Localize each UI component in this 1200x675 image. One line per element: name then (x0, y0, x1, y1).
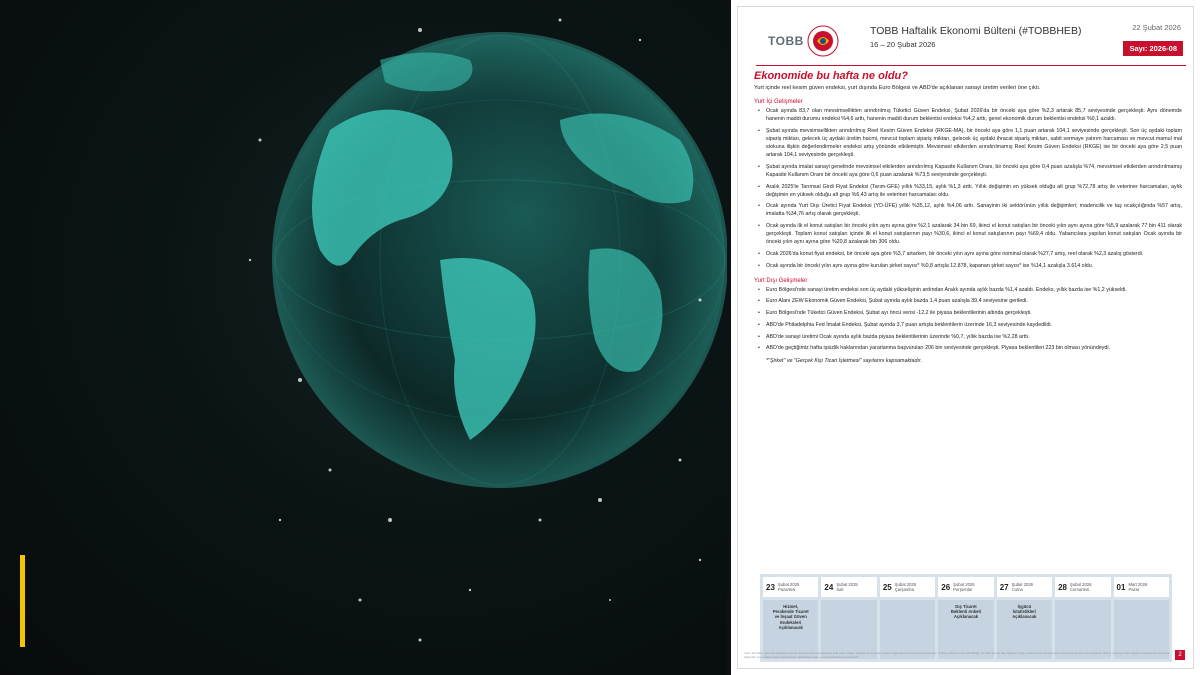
calendar-day (880, 577, 935, 659)
calendar-day-label (1128, 582, 1147, 592)
calendar-day-number: 25 (882, 582, 892, 592)
calendar-event: Hizmet, Perakende Ticaret ve İnşaat Güven Endeksleri Açıklanacak (772, 604, 809, 630)
calendar-month: Şubat 2026 (1070, 582, 1092, 587)
calendar-weekday: Salı (836, 587, 844, 592)
calendar-day-body (1055, 600, 1110, 659)
calendar-day (938, 577, 993, 659)
calendar-day-header (1114, 577, 1169, 597)
list-item: • Euro Bölgesi'nde sanayi üretim endeksi son üç aydaki yükselişinin ardından Aralık ayında aylık bazda %1,4 azaldı. Endeks, yıllık bazda ise %1,2 yükseldi. (766, 286, 1182, 294)
calendar-day-header (938, 577, 993, 597)
calendar-weekday: Cumartesi (1070, 587, 1090, 592)
foreign-section-title: Yurt Dışı Gelişmeler (754, 277, 808, 284)
tobb-logo (768, 25, 839, 57)
calendar-day (1114, 577, 1169, 659)
calendar-day-number: 27 (999, 582, 1009, 592)
bulletin-week-range: 16 – 20 Şubat 2026 (870, 40, 936, 49)
foreign-list (754, 286, 1182, 353)
list-item: • Şubat ayında imalat sanayi genelinde mevsimsel etkilerden arındırılmış Kapasite Kullanım Oranı, bir önceki aya göre 0,4 puan azalışla %74, mevsimsel etkilerden arındırılmamış Kapasite Kullanım Oranı bir önceki aya göre 0,6 puan azalarak %73,5 seviyesinde gerçekleşti. (766, 163, 1182, 179)
calendar-month: Şubat 2026 (1011, 582, 1034, 587)
calendar-event: Dış Ticaret Beklenti Anketi Açıklanacak (950, 604, 982, 620)
calendar-day-body (1114, 600, 1169, 659)
list-item: • ABD'de sanayi üretimi Ocak ayında aylık bazda piyasa beklentilerinin üzerinde %0,7, yıllık bazda ise %2,28 arttı. (766, 333, 1182, 341)
list-item: • Euro Bölgesi'nde Tüketici Güven Endeksi, Şubat ayı öncü verisi -12,2 ile piyasa beklentilerinin altında gerçekleşti. (766, 309, 1182, 317)
calendar-day-number: 28 (1058, 582, 1068, 592)
list-item: • Şubat ayında mevsimsellikten arındırılmış Reel Kesim Güven Endeksi (RKGE-MA), bir önceki aya göre 1,1 puan artarak 104,1 seviyesinde gerçekleşti. Son üç aydaki toplam sipariş miktarı, gelecek üç aydaki üretim hacmi, mevcut toplam sipariş miktarı, gelecek üç aydaki ihracat sipariş miktarı, sabit sermaye yatırım harcaması ve mevcut mamul mal stokuna ilişkin değerlendirmeler endeksi artış yönünde etkilemiştir. Mevsimsel etkilerden arındırılmamış Reel Kesim Güven Endeksi (RKGE) ise bir önceki aya göre 2,5 puan artarak 104,1 seviyesinde gerçekleşti. (766, 127, 1182, 159)
disclaimer-text: Uyarı: Bu bülten güvenilir olduğuna inanılan kamuya açık kaynaklardan elde edilen bilgiler kullanılmak suretiyle sadece bilgilendirme amacıyla hazırlanmıştır. Türkiye Odalar ve Borsalar Birliği, bu bültende yer alan bilgilerin doğru ve tam olması konusunda herhangi bir garanti vermemektedir. Bülten içinde yer alan bilgilerin kullanılması nedeniyle doğrudan veya dolaylı olarak oluşabilecek zararlardan dolayı sorumluluk kabul etmemektedir. (744, 651, 1170, 659)
list-item: • Ocak ayında Yurt Dışı Üretici Fiyat Endeksi (YD-ÜFE) yıllık %35,12, aylık %4,06 arttı. Sanayinin iki sektörünün yıllık değişimleri; madencilik ve taş ocakçılığında %57 artış, imalatta %34,76 artış olarak gerçekleşti. (766, 202, 1182, 218)
calendar-day-number: 23 (766, 582, 775, 592)
calendar-day-label (895, 582, 916, 592)
calendar-day-body (938, 600, 993, 659)
bulletin-title: TOBB Haftalık Ekonomi Bülteni (#TOBBHEB) (870, 25, 1082, 37)
calendar-month: Şubat 2025 (894, 582, 917, 587)
page-border (737, 6, 1194, 669)
calendar-day-body (821, 600, 876, 659)
calendar-day (763, 577, 818, 659)
logo-text: TOBB (768, 34, 804, 48)
bulletin-header (738, 7, 1193, 69)
list-item: • ABD'de Philadelphia Fed İmalat Endeksi, Şubat ayında 3,7 puan artışla beklentilerin üzerinde 16,3 seviyesinde kaydedildi. (766, 321, 1182, 329)
list-item: • Ocak ayında bir önceki yılın aynı ayına göre kurulan şirket sayısı* %0,8 artışla 12.878, kapanan şirket sayısı* ise %14,1 azalışla 3.614 oldu. (766, 262, 1182, 270)
calendar-weekday: Pazar (1128, 587, 1140, 592)
calendar-day (997, 577, 1052, 659)
intro-text: Yurt içinde reel kesim güven endeksi, yurt dışında Euro Bölgesi ve ABD'de açıklanan sanayi üretim verileri öne çıktı. (754, 85, 1041, 91)
calendar-month: Şubat 2026 (953, 582, 975, 587)
bulletin-content (754, 69, 1182, 364)
list-item: • Ocak ayında 83,7 olan mevsimsellikten arındırılmış Tüketici Güven Endeksi, Şubat 2026'da bir önceki aya göre %2,3 artarak 85,7 seviyesinde gerçekleşti. Aynı dönemde hanenin maddi durumu endeksi %4,6 arttı, hanenin maddi durum beklentisi endeksi %4,2 arttı, genel ekonomik durum beklentisi endeksi %0,1 azaldı. (766, 107, 1182, 123)
calendar-month: Şubat 2025 (777, 582, 800, 587)
bulletin-page (731, 0, 1200, 675)
list-item: • Euro Alanı ZEW Ekonomik Güven Endeksi, Şubat ayında aylık bazda 1,4 puan azalışla 39,4 seviyesine geriledi. (766, 297, 1182, 305)
calendar-event: İşgücü İstatistikleri Açıklanacak (1012, 604, 1037, 620)
calendar-day-label (778, 582, 799, 592)
calendar-day-header (880, 577, 935, 597)
publication-date: 22 Şubat 2026 (1132, 23, 1181, 32)
list-item: • Ocak 2026'da konut fiyat endeksi, bir önceki aya göre %3,7 artarken, bir önceki yılın aynı ayına göre nominal olarak %27,7 artış, reel olarak %2,3 azalış gösterdi. (766, 250, 1182, 258)
page-number: 2 (1175, 650, 1185, 660)
calendar-day-body (880, 600, 935, 659)
calendar-day-label (836, 582, 857, 592)
domestic-section-title: Yurt İçi Gelişmeler (754, 99, 803, 105)
calendar-day-header (1055, 577, 1110, 597)
calendar-day-label (1012, 582, 1033, 592)
tobb-seal-icon (807, 25, 839, 57)
list-item: • ABD'de geçtiğimiz hafta işsizlik haklarından yararlanma başvuruları 206 bin seviyesinde gerçekleşti. Piyasa beklentileri 223 bin olması yönündeydi. (766, 344, 1182, 352)
calendar-day-body (763, 600, 818, 659)
calendar-day-body (997, 600, 1052, 659)
calendar-day (1055, 577, 1110, 659)
calendar-day-number: 26 (941, 582, 951, 592)
footnote: *"Şirket" ve "Gerçek Kişi Ticari İşletmesi" sayılarını kapsamaktadır. (766, 358, 922, 365)
calendar-day (821, 577, 876, 659)
list-item: • Aralık 2025'te Tarımsal Girdi Fiyat Endeksi (Tarım-GFE) yıllık %33,15, aylık %1,3 arttı. Yıllık değişimin en yüksek olduğu alt grup %72,78 artış ile veteriner harcamaları, aylık değişimin en yüksek olduğu alt grup %6,43 artış ile veteriner harcamaları oldu. (766, 183, 1182, 199)
calendar-weekday: Perşembe (953, 587, 973, 592)
calendar-day-header (821, 577, 876, 597)
domestic-list (754, 107, 1182, 270)
calendar-weekday: Çarşamba (894, 587, 915, 592)
calendar-month: Mart 2026 (1128, 582, 1148, 587)
calendar-day-number: 01 (1116, 582, 1126, 592)
calendar-weekday: Cuma (1011, 587, 1023, 592)
list-item: • Ocak ayında ilk el konut satışları bir önceki yılın aynı ayına göre %2,1 azalarak 34 bin 69, ikinci el konut satışları bir önceki yılın aynı ayına göre %5,9 azalarak 77 bin 411 olarak gerçekleşti. Toplam konut satışları içinde ilk el konut satışlarının payı %30,6, ikinci el konut satışlarının payı %69,4 oldu. Yabancılara yapılan konut satışları Ocak ayında bir önceki yılın aynı ayına göre %20,8 azalarak bin 306 oldu. (766, 222, 1182, 246)
calendar-day-label (1070, 582, 1091, 592)
weekly-calendar (760, 574, 1172, 662)
section-headline: Ekonomide bu hafta ne oldu? (754, 70, 908, 82)
calendar-day-label (953, 582, 974, 592)
calendar-day-header (763, 577, 818, 597)
calendar-day-header (997, 577, 1052, 597)
calendar-day-number: 24 (824, 582, 834, 592)
calendar-month: Şubat 2025 (836, 582, 858, 587)
yellow-accent-bar (20, 555, 25, 647)
header-divider (756, 65, 1186, 66)
issue-badge: Sayı: 2026-08 (1123, 41, 1183, 56)
calendar-weekday: Pazartesi (777, 587, 796, 592)
